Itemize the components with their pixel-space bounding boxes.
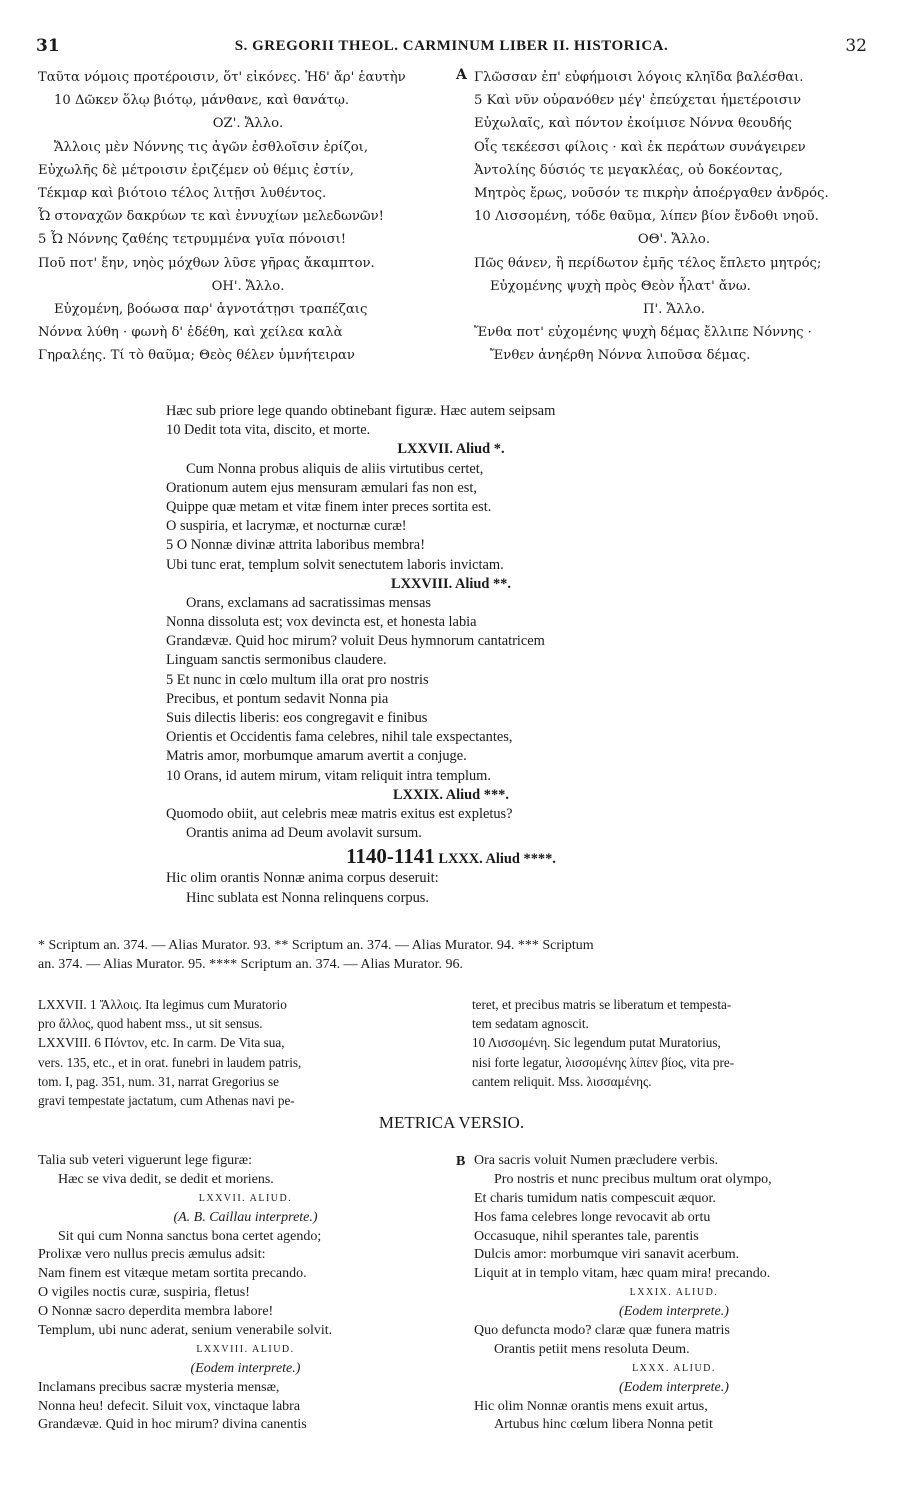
greek-line: Ἄλλοις μὲν Νόννης τις ἀγῶν ἐσθλοῖσιν ἐρίζοι, [54, 139, 369, 155]
verse-line: Nonna heu! defecit. Siluit vox, vinctaque labra [38, 1398, 301, 1414]
verse-line: O Nonnæ sacro deperdita membra labore! [38, 1304, 274, 1320]
interpreter-credit: (Eodem interprete.) [619, 1304, 729, 1320]
latin-line: Hic olim orantis Nonnæ anima corpus deseruit: [166, 870, 439, 887]
latin-line: Cum Nonna probus aliquis de aliis virtutibus certet, [186, 460, 484, 477]
verse-line: Quo defuncta modo? claræ quæ funera matris [474, 1323, 730, 1339]
running-header [36, 36, 867, 58]
latin-line: Suis dilectis liberis: eos congregavit e finibus [166, 710, 428, 726]
verse-line: Nam finem est vitæque metam sortita precando. [38, 1266, 307, 1282]
greek-line: Εὐχομένη, βοόωσα παρ' ἁγνοτάτῃσι τραπέζαις [54, 301, 368, 317]
page-number-left: 31 [36, 36, 60, 56]
latin-line: 5 O Nonnæ divinæ attrita laboribus membra! [166, 537, 425, 554]
greek-line: Μητρὸς ἔρως, νοῦσόν τε πικρὴν ἀποέργαθεν ἀνδρός. [474, 185, 829, 201]
latin-line: Quomodo obiit, aut celebris meæ matris exitus est expletus? [166, 805, 513, 822]
latin-line: Precibus, et pontum sedavit Nonna pia [166, 690, 389, 707]
running-title: S. GREGORII THEOL. CARMINUM LIBER II. HISTORICA. [234, 38, 669, 54]
poem-heading: LXXVII. ALIUD. [198, 1192, 293, 1204]
verse-line: Inclamans precibus sacræ mysteria mensæ, [38, 1379, 280, 1395]
poem-heading: LXXX. Aliud ****. [438, 851, 556, 868]
latin-line: Orientis et Occidentis fama celebres, nihil tale exspectantes, [166, 729, 513, 746]
poem-heading: LXXVIII. ALIUD. [196, 1343, 295, 1355]
verse-line: Templum, ubi nunc aderat, senium venerabile solvit. [38, 1323, 333, 1339]
verse-line: Hic olim Nonnæ orantis mens exuit artus, [474, 1398, 708, 1414]
footnote-line: * Scriptum an. 374. — Alias Murator. 93. ** Scriptum an. 374. — Alias Murator. 94. *** Scriptum [38, 938, 594, 953]
note-line: 10 Λισσομένη. Sic legendum putat Muratorius, [472, 1035, 721, 1051]
greek-line: Εὐχωλῆς δὲ μέτροισιν ἐριζέμεν οὐ θέμις ἐστίν, [38, 162, 354, 178]
metrica-column-right [474, 1152, 874, 1435]
poem-heading: LXXIX. Aliud ***. [393, 786, 509, 803]
greek-line: Ἔνθεν ἀνηέρθη Νόννα λιποῦσα δέμας. [490, 348, 751, 364]
page-number-right: 32 [845, 36, 867, 56]
metrica-column-left [38, 1152, 453, 1435]
latin-line: Orantis anima ad Deum avolavit sursum. [186, 825, 422, 842]
verse-line: O vigiles noctis curæ, suspiria, fletus! [38, 1285, 250, 1301]
note-line: tom. I, pag. 351, num. 31, narrat Gregorius se [38, 1073, 279, 1089]
footnote [38, 936, 868, 974]
poem-heading: LXXVIII. Aliud **. [391, 575, 511, 592]
latin-line: Orationum autem ejus mensuram æmulari fas non est, [166, 479, 477, 496]
latin-translation [166, 402, 736, 908]
verse-line: Hæc se viva dedit, se dedit et moriens. [58, 1171, 274, 1187]
greek-line: 10 Λισσομένη, τόδε θαῦμα, λίπεν βίον ἔνδοθι νηοῦ. [474, 209, 819, 225]
verse-line: Occasuque, nihil sperantes tale, parentis [474, 1228, 699, 1244]
latin-line: Grandævæ. Quid hoc mirum? voluit Deus hymnorum cantatricem [166, 633, 545, 650]
note-line: LXXVIII. 6 Πόντον, etc. In carm. De Vita sua, [38, 1035, 285, 1051]
greek-line: Εὐχωλαῖς, καὶ πόντον ἐκοίμισε Νόννα θεουδής [474, 116, 792, 132]
section-title: METRICA VERSIO. [378, 1113, 525, 1132]
interpreter-credit: (Eodem interprete.) [190, 1360, 301, 1376]
verse-line: Grandævæ. Quid in hoc mirum? divina canentis [38, 1417, 307, 1433]
verse-line: Orantis petiit mens resoluta Deum. [494, 1341, 690, 1357]
note-line: pro ἄλλος, quod habent mss., ut sit sensus. [38, 1016, 263, 1032]
footnote-line: an. 374. — Alias Murator. 95. **** Scriptum an. 374. — Alias Murator. 96. [38, 957, 464, 972]
note-line: cantem reliquit. Mss. λισσαμένης. [472, 1073, 652, 1089]
greek-line: Οἷς τεκέεσσι φίλοις · καὶ ἐκ περάτων συνάγειρεν [474, 139, 806, 155]
greek-line: 5 Καὶ νῦν οὐρανόθεν μέγ' ἐπεύχεται ἡμετέροισιν [474, 93, 802, 109]
verse-line: Prolixæ vero nullus precis æmulus adsit: [38, 1247, 266, 1263]
greek-line: Νόννα λύθη · φωνὴ δ' ἐδέθη, καὶ χείλεα καλὰ [38, 325, 343, 341]
greek-line: Ταῦτα νόμοις προτέροισιν, ὅτ' εἰκόνες. Ἡδ' ἄρ' ἑαυτὴν [38, 70, 406, 85]
column-marker-b: B [456, 1154, 466, 1169]
note-line: gravi tempestate jactatum, cum Athenas navi pe- [38, 1092, 295, 1108]
interpreter-credit: (A. B. Caillau interprete.) [173, 1209, 318, 1225]
greek-line: Ποῦ ποτ' ἔην, νηὸς μόχθων λῦσε γῆρας ἄκαμπτον. [38, 255, 375, 271]
verse-line: Liquit at in templo vitam, hæc quam mira! precando. [474, 1266, 771, 1282]
note-line: teret, et precibus matris se liberatum et tempesta- [472, 997, 732, 1012]
latin-line: Matris amor, morbumque amarum avertit a conjuge. [166, 748, 467, 765]
verse-line: Ora sacris voluit Numen præcludere verbis. [474, 1153, 719, 1168]
greek-line: Ἔνθα ποτ' εὐχομένης ψυχὴ δέμας ἔλλιπε Νόννης · [474, 325, 812, 341]
note-line: nisi forte legatur, λισσομένης λίπεν βίος, vita pre- [472, 1054, 735, 1070]
note-line: vers. 135, etc., et in orat. funebri in laudem patris, [38, 1054, 302, 1070]
verse-line: Talia sub veteri viguerunt lege figuræ: [38, 1153, 253, 1168]
greek-line: Ὦ στοναχῶν δακρύων τε καὶ ἐννυχίων μελεδωνῶν! [38, 209, 384, 225]
verse-line: Hos fama celebres longe revocavit ab ortu [474, 1209, 711, 1225]
poem-heading: LXXIX. ALIUD. [629, 1287, 719, 1299]
latin-line: Nonna dissoluta est; vox devincta est, et honesta labia [166, 614, 477, 631]
poem-heading: ΟΖ'. Ἄλλο. [212, 116, 284, 132]
latin-line: 5 Et nunc in cœlo multum illa orat pro nostris [166, 671, 429, 688]
verse-line: Artubus hinc cœlum libera Nonna petit [494, 1417, 713, 1433]
latin-line: O suspiria, et lacrymæ, et nocturnæ curæ! [166, 518, 407, 535]
greek-line: Εὐχομένης ψυχὴ πρὸς Θεὸν ἦλατ' ἄνω. [490, 278, 751, 294]
column-number-row [166, 843, 736, 869]
note-line: LXXVII. 1 Ἄλλοις. Ita legimus cum Muratorio [38, 997, 287, 1012]
latin-line: Quippe quæ metam et vitæ finem inter preces sortita est. [166, 498, 492, 515]
poem-heading: ΟΗ'. Ἄλλο. [211, 278, 285, 294]
note-line: tem sedatam agnoscit. [472, 1016, 589, 1032]
greek-line: Πῶς θάνεν, ἢ περίδωτον ἐμῆς τέλος ἔπλετο μητρός; [474, 255, 822, 271]
latin-line: 10 Orans, id autem mirum, vitam reliquit intra templum. [166, 767, 491, 784]
column-marker-a: A [456, 67, 467, 83]
latin-line: Linguam sanctis sermonibus claudere. [166, 652, 387, 669]
greek-line: Γλῶσσαν ἐπ' εὐφήμοισι λόγοις κληῖδα βαλέσθαι. [474, 70, 804, 85]
poem-heading: LXXVII. Aliud *. [397, 441, 505, 458]
notes-left [38, 995, 453, 1110]
greek-line: 10 Δῶκεν ὅλῳ βιότῳ, μάνθανε, καὶ θανάτῳ. [54, 93, 350, 109]
latin-line: Ubi tunc erat, templum solvit senectutem laboris invictam. [166, 556, 504, 573]
column-number: 1140-1141 [346, 844, 435, 869]
poem-heading: LXXX. ALIUD. [632, 1362, 716, 1374]
greek-line: Ἀντολίης δύσιός τε μεγακλέας, οὐ δοκέοντας, [474, 162, 783, 178]
poem-heading: ΟΘ'. Ἄλλο. [637, 232, 711, 248]
verse-line: Dulcis amor: morbumque viri sanavit acerbum. [474, 1247, 740, 1263]
greek-column-left [38, 66, 458, 367]
latin-line: 10 Dedit tota vita, discito, et morte. [166, 422, 371, 439]
notes-right [472, 995, 872, 1091]
greek-line: 5 Ὦ Νόννης ζαθέης τετρυμμένα γυῖα πόνοισι! [38, 232, 347, 248]
greek-column-right [474, 66, 874, 367]
latin-line: Hæc sub priore lege quando obtinebant figuræ. Hæc autem seipsam [166, 403, 556, 419]
interpreter-credit: (Eodem interprete.) [619, 1379, 729, 1395]
poem-heading: Π'. Ἄλλο. [642, 301, 706, 317]
greek-line: Γηραλέης. Τί τὸ θαῦμα; Θεὸς θέλεν ὑμνήτειραν [38, 348, 355, 364]
verse-line: Pro nostris et nunc precibus multum orat olympo, [494, 1171, 772, 1187]
verse-line: Sit qui cum Nonna sanctus bona certet agendo; [58, 1228, 322, 1244]
latin-line: Orans, exclamans ad sacratissimas mensas [186, 594, 431, 611]
verse-line: Et charis tumidum natis compescuit æquor. [474, 1190, 716, 1206]
greek-line: Τέκμαρ καὶ βιότοιο τέλος λιτῇσι λυθέντος. [38, 185, 327, 201]
latin-line: Hinc sublata est Nonna relinquens corpus. [186, 889, 429, 906]
